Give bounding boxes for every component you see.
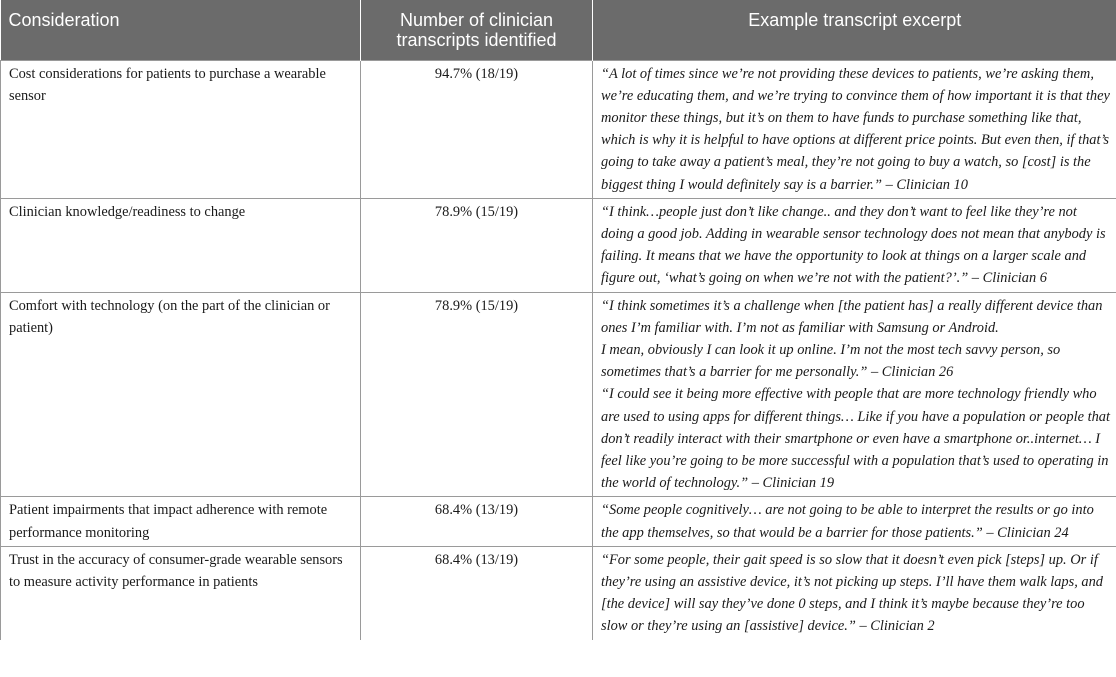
excerpt-text: “I think sometimes it’s a challenge when [the patient has] a really different device than ones I’m familiar with. I’m not as familiar with Samsung or Android. bbox=[601, 297, 1103, 336]
excerpt-cell bbox=[593, 546, 1116, 639]
table-header bbox=[1, 0, 1116, 60]
consideration-cell: Cost considerations for patients to purchase a wearable sensor bbox=[1, 60, 361, 198]
table-body bbox=[1, 60, 1116, 640]
excerpt-text: “Some people cognitively… are not going to be able to interpret the results or go into the app themselves, so that would be a barrier for those patients.” – Clinician 24 bbox=[601, 502, 1094, 541]
excerpt-cell bbox=[593, 292, 1116, 497]
count-cell: 78.9% (15/19) bbox=[361, 198, 593, 292]
excerpt-text: “For some people, their gait speed is so slow that it doesn’t even pick [steps] up. Or if they’re using an assistive device, it’s not picking up steps. I’ll have them walk laps, and [the device] will say they’ve done 0 steps, and I think it’s maybe because they’re too slow or they’re using an [assistive] device.” – Clinician 2 bbox=[601, 551, 1103, 635]
consideration-cell: Comfort with technology (on the part of the clinician or patient) bbox=[1, 292, 361, 497]
consideration-cell: Trust in the accuracy of consumer-grade wearable sensors to measure activity performance in patients bbox=[1, 546, 361, 639]
excerpt-text: “I think…people just don’t like change.. and they don’t want to feel like they’re not doing a good job. Adding in wearable sensor technology does not mean that anybody is failing. It means that we have the opportunity to look at things on a larger scale and figure out, ‘what’s going on when we’re not with the patient?’.” – Clinician 6 bbox=[601, 203, 1106, 287]
header-row bbox=[1, 0, 1116, 60]
excerpt-text: I mean, obviously I can look it up online. I’m not the most tech savvy person, so sometimes that’s a barrier for me personally.” – Clinician 26 bbox=[601, 341, 1061, 381]
consideration-cell: Patient impairments that impact adherence with remote performance monitoring bbox=[1, 497, 361, 546]
table-row bbox=[1, 60, 1116, 198]
table-row bbox=[1, 292, 1116, 497]
table-row bbox=[1, 198, 1116, 292]
header-consideration: Consideration bbox=[1, 0, 361, 60]
count-cell: 94.7% (18/19) bbox=[361, 60, 593, 198]
count-cell: 68.4% (13/19) bbox=[361, 497, 593, 546]
header-example-excerpt: Example transcript excerpt bbox=[593, 0, 1116, 60]
excerpt-text: “A lot of times since we’re not providing these devices to patients, we’re asking them, we’re educating them, and we’re trying to convince them of how important it is that they monitor these things, but it’s on them to have funds to purchase something like that, which is why it is helpful to have options at different price points. But even then, if that’s going to take away a patient’s meal, they’re not going to buy a watch, so [cost] is the biggest thing I would definitely say is a barrier.” – Clinician 10 bbox=[601, 65, 1110, 193]
excerpt-text: “I could see it being more effective with people that are more technology friendly who are used to using apps for different things… Like if you have a population or people that don’t readily interact with their smartphone or even have a smartphone or..internet… I feel like you’re going to be more successful with a population that’s used to operating in the world of technology.” – Clinician 19 bbox=[601, 386, 1110, 492]
count-cell: 78.9% (15/19) bbox=[361, 292, 593, 497]
table-row bbox=[1, 546, 1116, 639]
header-count-line1: Number of clinician bbox=[399, 10, 554, 30]
header-count-line2: transcripts identified bbox=[396, 30, 557, 50]
excerpt-cell bbox=[593, 198, 1116, 292]
header-transcript-count bbox=[361, 0, 593, 60]
consideration-cell: Clinician knowledge/readiness to change bbox=[1, 198, 361, 292]
table-row bbox=[1, 497, 1116, 546]
excerpt-cell bbox=[593, 497, 1116, 546]
count-cell: 68.4% (13/19) bbox=[361, 546, 593, 639]
excerpt-cell bbox=[593, 60, 1116, 198]
